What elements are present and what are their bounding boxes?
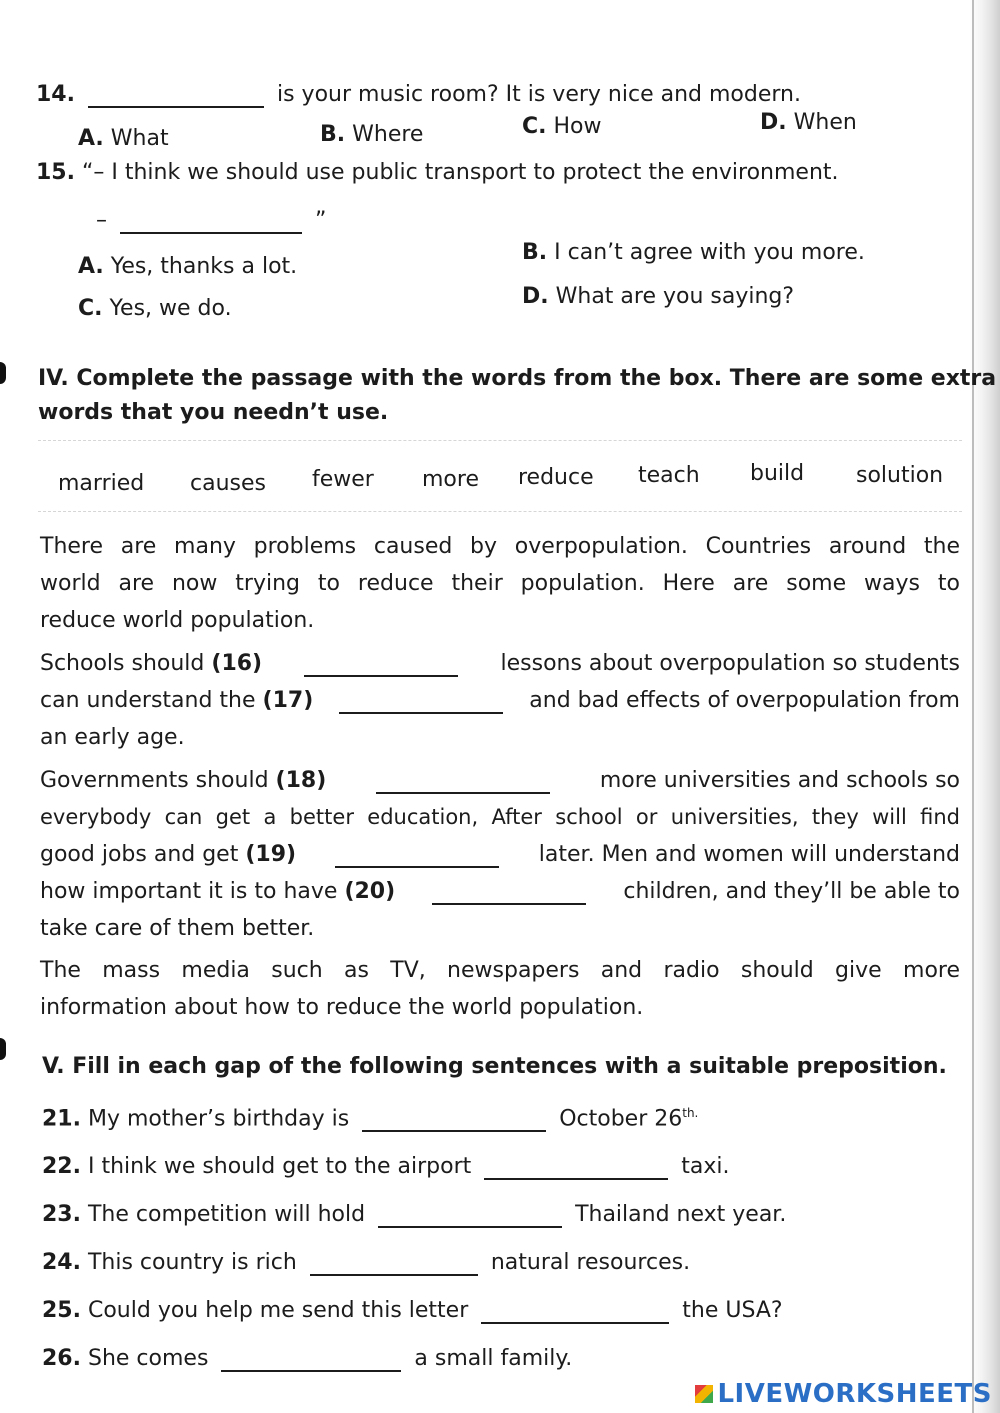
question-text: the USA? [682, 1298, 783, 1323]
answer-input-14[interactable] [88, 82, 264, 108]
question-number: 14. [36, 82, 75, 107]
gap-number-17: (17) [262, 688, 314, 713]
option-letter: D. [522, 284, 549, 309]
option-15c[interactable] [78, 296, 232, 321]
option-text: Yes, thanks a lot. [110, 254, 298, 279]
question-22 [42, 1154, 730, 1180]
word-box [38, 440, 962, 512]
passage-text: can understand the [40, 688, 256, 713]
option-letter: C. [78, 296, 103, 321]
answer-input-26[interactable] [221, 1346, 401, 1372]
passage-text: lessons about overpopulation so students [500, 651, 960, 676]
option-14c[interactable] [522, 114, 602, 139]
question-text: My mother’s birthday is [87, 1106, 350, 1132]
gap-number-19: (19) [245, 842, 297, 867]
passage-text: later. Men and women will understand [538, 842, 960, 867]
option-14d[interactable] [760, 110, 857, 135]
passage-text: how important it is to have [40, 879, 338, 904]
question-text: The competition will hold [87, 1202, 366, 1227]
passage-line: The mass media such as TV, newspapers and radio should give more [40, 958, 960, 983]
question-26 [42, 1346, 572, 1372]
question-number: 22. [42, 1154, 81, 1179]
question-15-reply [96, 208, 326, 234]
passage-text: more universities and schools so [599, 768, 960, 793]
option-text: When [793, 110, 857, 135]
question-text: This country is rich [87, 1250, 297, 1275]
scan-mark [0, 1038, 6, 1060]
question-text: natural resources. [490, 1250, 691, 1275]
word-box-item: married [58, 471, 145, 496]
passage-paragraph-4 [40, 952, 960, 1026]
logo-cube-icon [695, 1385, 713, 1403]
passage-line [40, 836, 960, 873]
question-number: 24. [42, 1250, 81, 1275]
option-14b[interactable] [320, 122, 423, 147]
gap-number-18: (18) [275, 768, 327, 793]
passage-line: take care of them better. [40, 916, 315, 941]
answer-input-21[interactable] [362, 1106, 546, 1132]
question-text: taxi. [681, 1154, 730, 1179]
option-text: How [553, 114, 602, 139]
question-text: She comes [87, 1346, 209, 1371]
question-15 [36, 160, 839, 185]
passage-line: everybody can get a better education, After school or universities, they will find [40, 805, 960, 829]
answer-input-24[interactable] [310, 1250, 478, 1276]
answer-input-20[interactable] [432, 879, 586, 905]
word-box-item: more [422, 467, 479, 492]
option-letter: B. [320, 122, 346, 147]
option-text: Yes, we do. [109, 296, 232, 321]
word-box-item: reduce [518, 465, 594, 490]
section-4-heading-cont: words that you needn’t use. [38, 400, 389, 425]
word-box-item: fewer [312, 467, 374, 492]
reply-quote: ” [315, 208, 327, 233]
passage-text: good jobs and get [40, 842, 239, 867]
gap-number-16: (16) [211, 651, 263, 676]
option-letter: A. [78, 254, 104, 279]
answer-input-22[interactable] [484, 1154, 668, 1180]
answer-input-23[interactable] [378, 1202, 562, 1228]
question-14 [36, 82, 801, 108]
page-edge-line [972, 0, 974, 1413]
answer-input-19[interactable] [335, 842, 499, 868]
passage-line: information about how to reduce the world population. [40, 995, 644, 1020]
question-text: I think we should get to the airport [87, 1154, 472, 1179]
option-letter: B. [522, 240, 548, 265]
answer-input-16[interactable] [304, 651, 458, 677]
scan-mark [0, 362, 6, 384]
option-text: What [110, 126, 169, 151]
answer-input-15[interactable] [120, 208, 302, 234]
option-14a[interactable] [78, 126, 169, 151]
passage-text: Governments should [40, 768, 269, 793]
question-number: 15. [36, 160, 75, 185]
question-text: Thailand next year. [575, 1202, 787, 1227]
word-box-item: build [750, 461, 805, 486]
section-4-heading: IV. Complete the passage with the words from the box. There are some extra [38, 366, 997, 391]
passage-line: an early age. [40, 725, 185, 750]
passage-line [40, 682, 960, 719]
option-text: What are you saying? [555, 284, 795, 309]
option-15a[interactable] [78, 254, 297, 279]
word-box-item: causes [190, 471, 266, 496]
option-text: Where [352, 122, 424, 147]
question-text: a small family. [414, 1346, 573, 1371]
section-5-heading: V. Fill in each gap of the following sentences with a suitable preposition. [42, 1054, 947, 1079]
question-number: 23. [42, 1202, 81, 1227]
question-stem: is your music room? It is very nice and modern. [276, 82, 801, 107]
question-24 [42, 1250, 690, 1276]
page-edge [970, 0, 1000, 1413]
option-letter: D. [760, 110, 787, 135]
answer-input-18[interactable] [376, 768, 550, 794]
passage-paragraph-2 [40, 645, 960, 756]
logo-text: LIVEWORKSHEETS [717, 1379, 992, 1409]
question-stem: “– I think we should use public transport to protect the environment. [81, 160, 839, 185]
superscript: th. [682, 1106, 699, 1120]
word-box-item: solution [856, 463, 944, 488]
passage-text: and bad effects of overpopulation from [529, 688, 960, 713]
question-25 [42, 1298, 783, 1324]
passage-line: There are many problems caused by overpopulation. Countries around the [40, 534, 960, 559]
option-text: I can’t agree with you more. [554, 240, 865, 265]
passage-line [40, 873, 960, 910]
passage-line [40, 645, 960, 682]
reply-dash: – [96, 208, 107, 233]
question-21 [42, 1106, 698, 1132]
answer-input-17[interactable] [339, 688, 503, 714]
question-number: 25. [42, 1298, 81, 1323]
word-box-item: teach [638, 463, 700, 488]
liveworksheets-logo[interactable] [695, 1379, 992, 1409]
question-text: Could you help me send this letter [87, 1298, 469, 1323]
gap-number-20: (20) [344, 879, 396, 904]
passage-paragraph-1 [40, 528, 960, 639]
passage-line: reduce world population. [40, 608, 315, 633]
passage-line [40, 762, 960, 799]
answer-input-25[interactable] [481, 1298, 669, 1324]
passage-line: world are now trying to reduce their population. Here are some ways to [40, 571, 960, 596]
option-15d[interactable] [522, 284, 794, 309]
question-23 [42, 1202, 786, 1228]
question-number: 21. [42, 1106, 81, 1132]
option-15b[interactable] [522, 240, 865, 265]
passage-text: Schools should [40, 651, 205, 676]
option-letter: A. [78, 126, 104, 151]
question-number: 26. [42, 1346, 81, 1371]
question-text: October 26 [559, 1106, 683, 1132]
option-letter: C. [522, 114, 547, 139]
passage-paragraph-3 [40, 762, 960, 947]
passage-text: children, and they’ll be able to [623, 879, 960, 904]
